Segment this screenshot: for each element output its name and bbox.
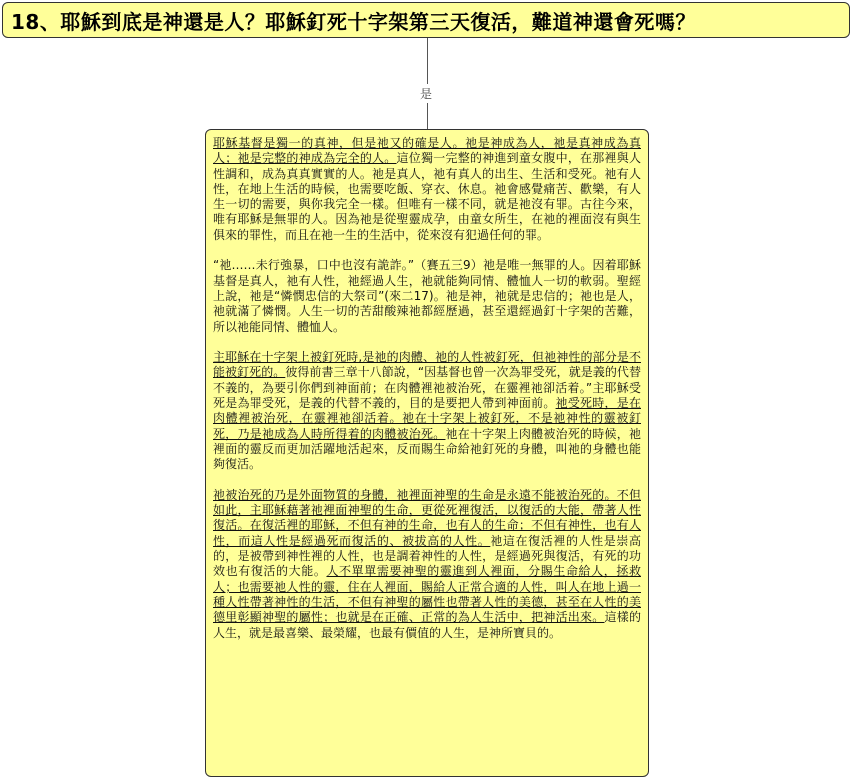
paragraph [213,350,641,472]
paragraph [213,136,641,243]
paragraph [213,488,641,641]
title-text: 18、耶穌到底是神還是人？耶穌釘死十字架第三天復活，難道神還會死嗎？ [11,9,696,34]
text-span: 祂受死時，是在肉體裡被治死，在靈裡祂卻活着。祂在十字架上被釘死，不是祂神性的靈被釘死，乃是祂成為人時所得着的肉體被治死。 [213,396,641,441]
text-span: 祂在十字架上肉體被治死的時候，祂裡面的靈反而更加活躍地活起來，反而賜生命給祂釘死的身體，叫祂的身體也能夠復活。 [213,426,641,472]
text-span: 主耶穌在十字架上被釘死時,是祂的肉體、祂的人性被釘死，但祂神性的部分是不能被釘死的。 [213,350,641,380]
text-span: 這位獨一完整的神進到童女腹中，在那裡與人性調和，成為真真實實的人。祂是真人，祂有真人的出生、生活和受死。祂有人性，在地上生活的時候，也需要吃飯、穿衣、休息。祂會感覺痛苦、歡樂，有人生一切的需要，與你我完全一樣。但唯有一樣不同，就是祂沒有罪。古往今來，唯有耶穌是無罪的人。因為祂是從聖靈成孕，由童女所生，在祂的裡面沒有與生俱來的罪性，而且在祂一生的生活中，從來沒有犯過任何的罪。 [213,151,641,242]
text-span: 人不單單需要神聖的靈進到人裡面，分賜生命給人，拯救人；也需要祂人性的靈，住在人裡面，賜給人正常合適的人性，叫人在地上過一種人性帶著神性的生活，不但有神聖的屬性也帶著人性的美德，甚至在人性的美德里彰顯神聖的屬性；也就是在正確、正常的為人生活中，把神活出來。 [213,564,641,625]
text-span: 祂被治死的乃是外面物質的身體，祂裡面神聖的生命是永遠不能被治死的。不但如此，主耶穌藉著祂裡面神聖的生命，更從死裡復活，以復活的大能，帶著人性復活。在復活裡的耶穌，不但有神的生命，也有人的生命；不但有神性，也有人性，而這人性是經過死而復活的、被拔高的人性。 [213,487,641,548]
text-span: 耶穌基督是獨一的真神，但是祂又的確是人。祂是神成為人，祂是真神成為真人；祂是完整的神成為完全的人。 [213,136,641,166]
text-span: 彼得前書三章十八節說，“因基督也曾一次為罪受死，就是義的代替不義的，為要引你們到神面前；在肉體裡祂被治死，在靈裡祂卻活着。”主耶穌受死是為罪受死，是義的代替不義的，目的是要把人帶到神面前。 [213,365,641,411]
edge-label: 是 [420,84,432,103]
title-node [2,2,850,38]
text-span: 祂這在復活裡的人性是崇高的，是被帶到神性裡的人性，也是調着神性的人性，是經過死與復活，有死的功效也有復活的大能。 [213,533,641,579]
text-span: “祂……未行強暴，口中也沒有詭詐。”（賽五三9）祂是唯一無罪的人。因着耶穌基督是真人，祂有人性，祂經過人生，祂就能夠同情、體恤人一切的軟弱。聖經上說，祂是“憐憫忠信的大祭司”(來二17)。祂是神，祂就是忠信的；祂也是人，祂就滿了憐憫。人生一切的苦甜酸辣祂都經歷過，甚至還經過釘十字架的苦難，所以祂能同情、體恤人。 [213,258,641,334]
paragraph [213,258,641,334]
answer-node [205,129,649,777]
text-span: 這樣的人生，就是最喜樂、最榮耀，也最有價值的人生，是神所寶貝的。 [213,610,641,640]
